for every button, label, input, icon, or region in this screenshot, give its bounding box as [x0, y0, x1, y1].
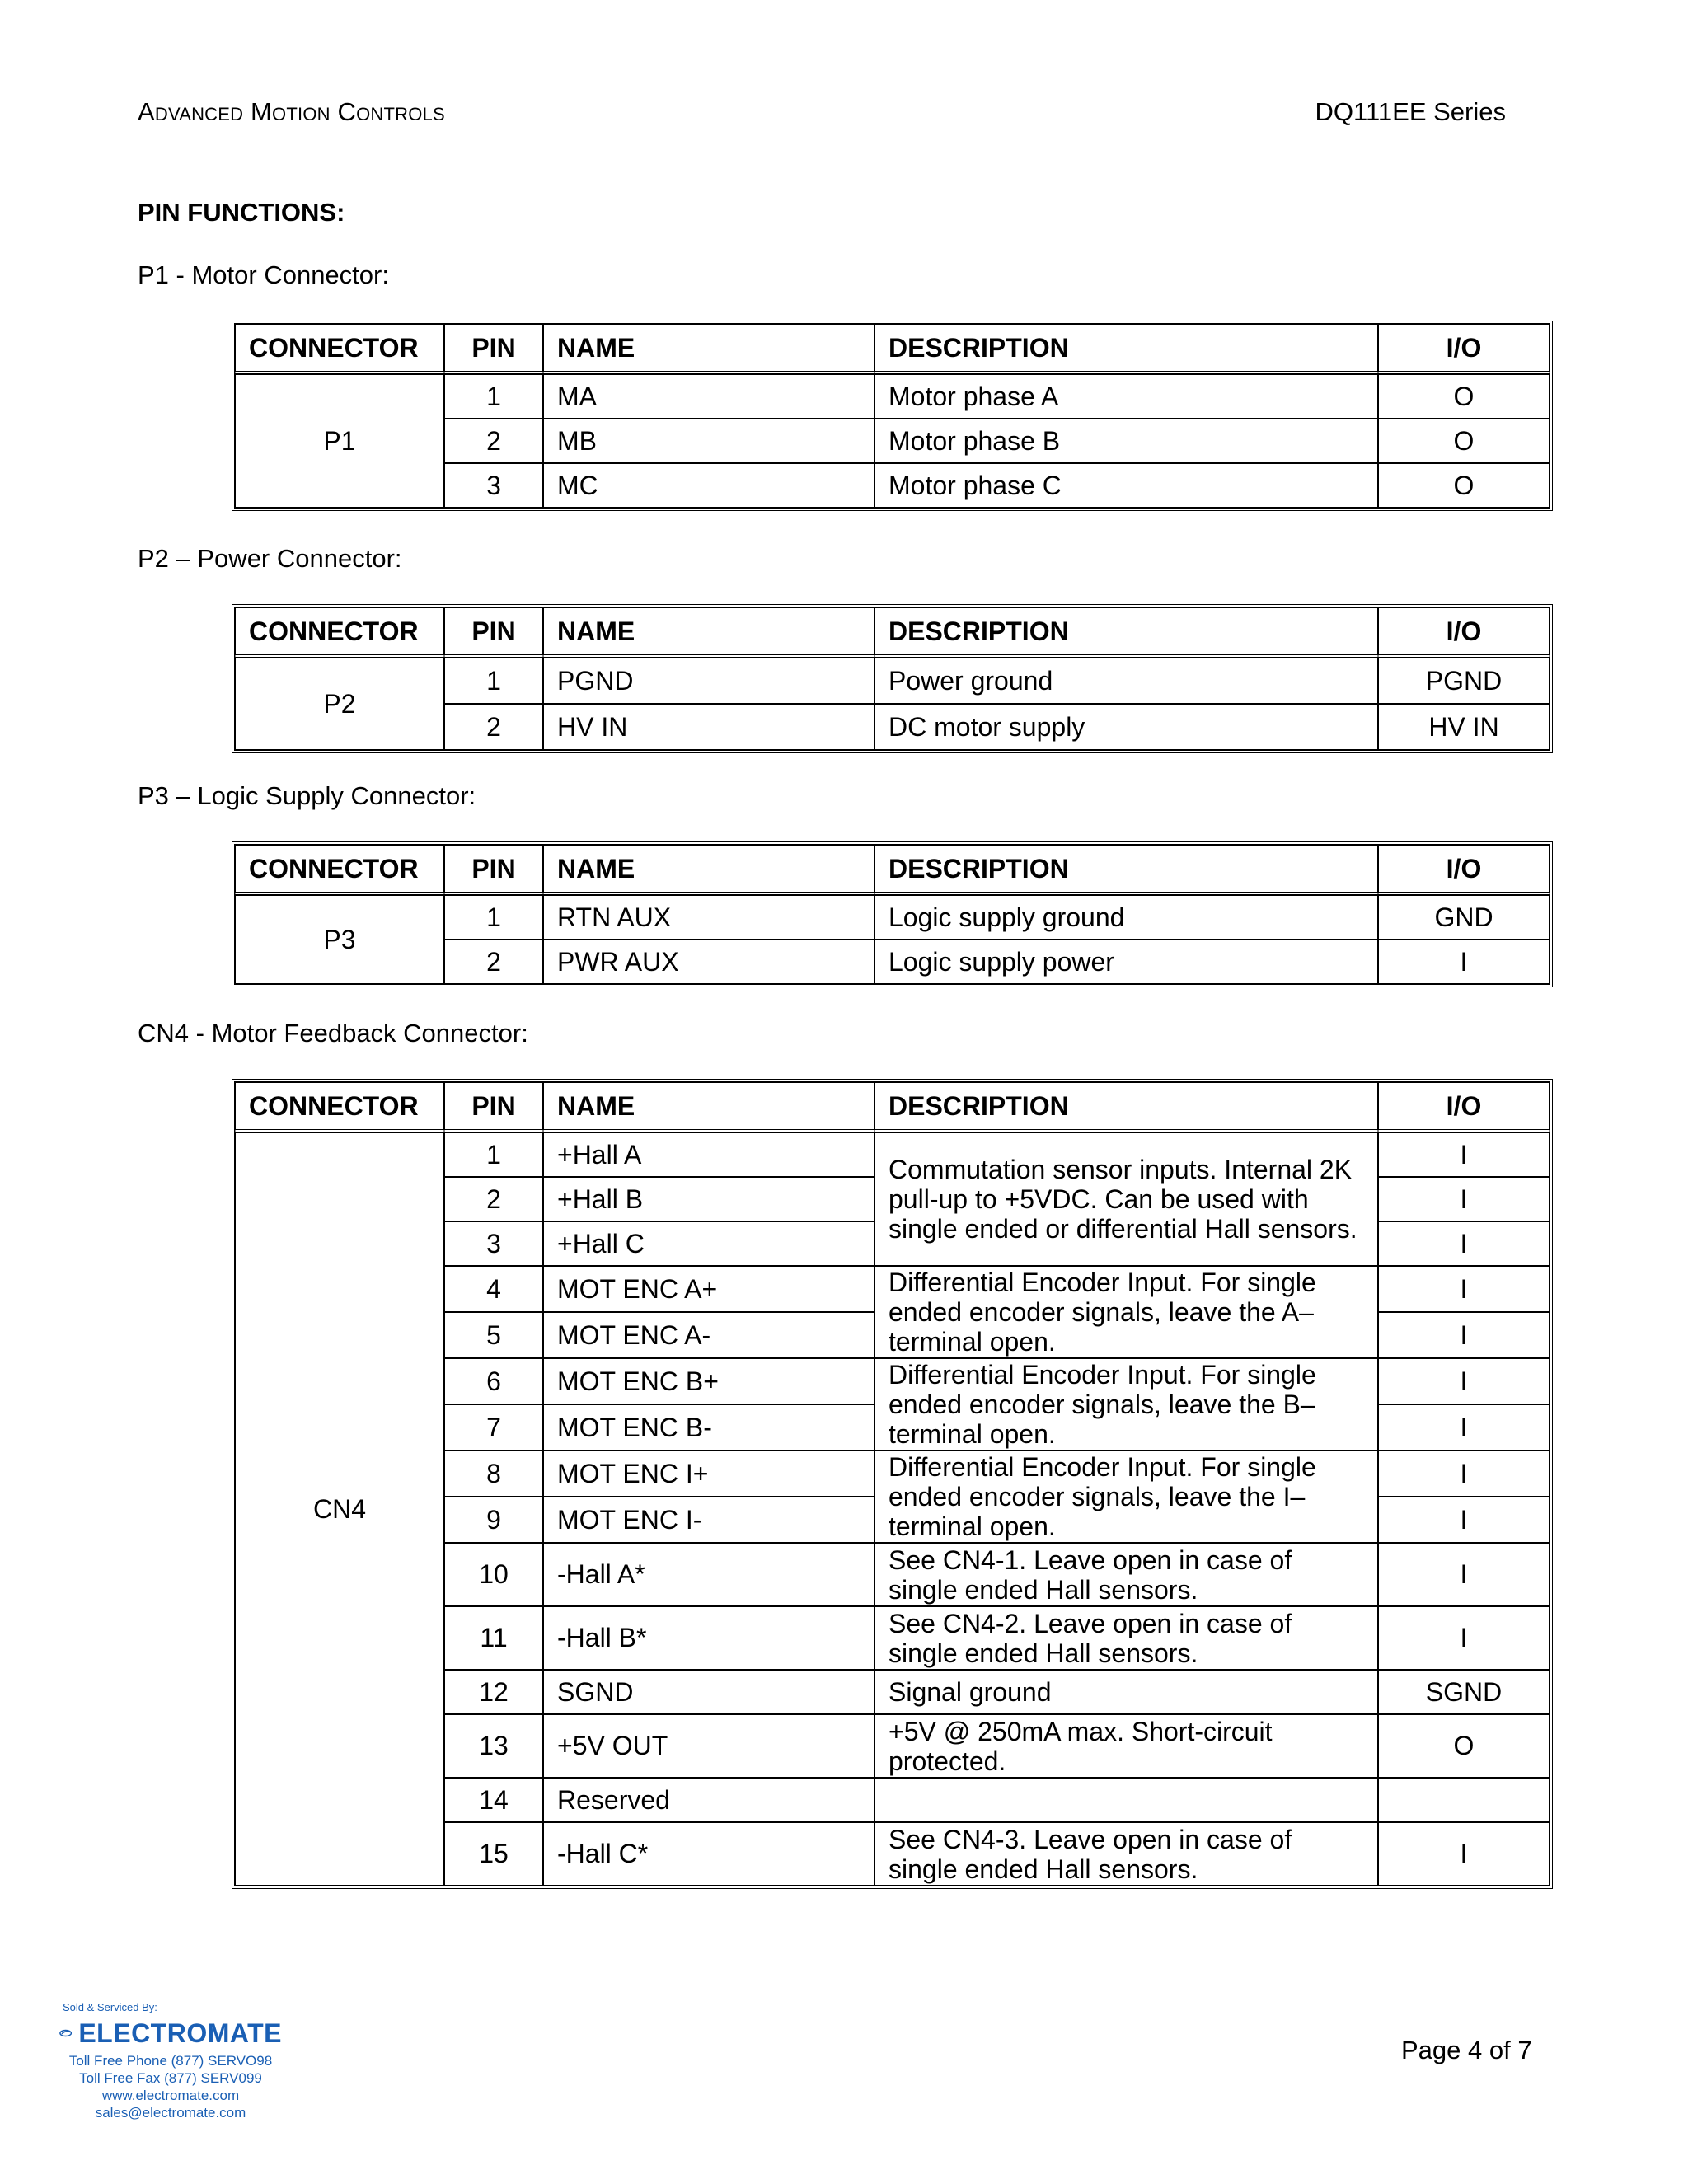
name-cell: -Hall B*	[543, 1606, 874, 1670]
table-row	[235, 895, 1550, 940]
io-cell: GND	[1378, 895, 1550, 940]
description-cell: Signal ground	[874, 1670, 1378, 1714]
col-connector: CONNECTOR	[235, 845, 444, 895]
pin-cell: 2	[444, 1177, 543, 1221]
website-link[interactable]: www.electromate.com	[101, 2088, 240, 2103]
col-io: I/O	[1378, 1082, 1550, 1132]
product-series: DQ111EE Series	[1315, 97, 1506, 126]
pin-cell: 4	[444, 1266, 543, 1312]
electromate-swoosh-icon	[59, 2019, 72, 2047]
pin-cell: 3	[444, 463, 543, 508]
name-cell: -Hall C*	[543, 1822, 874, 1886]
description-cell: DC motor supply	[874, 704, 1378, 750]
io-cell: O	[1378, 374, 1550, 419]
pin-cell: 2	[444, 704, 543, 750]
col-connector: CONNECTOR	[235, 324, 444, 374]
io-cell: HV IN	[1378, 704, 1550, 750]
table-row	[235, 1132, 1550, 1177]
distributor-name: ELECTROMATE	[78, 2018, 282, 2048]
name-cell: MOT ENC B+	[543, 1358, 874, 1404]
description-cell: See CN4-3. Leave open in case of single ended Hall sensors.	[874, 1822, 1378, 1886]
col-name: NAME	[543, 607, 874, 658]
io-cell: PGND	[1378, 658, 1550, 704]
pin-cell: 13	[444, 1714, 543, 1778]
pin-cell: 7	[444, 1404, 543, 1451]
io-cell: I	[1378, 1312, 1550, 1358]
name-cell: PWR AUX	[543, 940, 874, 984]
col-connector: CONNECTOR	[235, 1082, 444, 1132]
description-cell: Differential Encoder Input. For single ended encoder signals, leave the I– terminal open.	[874, 1451, 1378, 1543]
connector-cell: P3	[235, 895, 444, 984]
pin-cell: 10	[444, 1543, 543, 1606]
col-pin: PIN	[444, 324, 543, 374]
name-cell: RTN AUX	[543, 895, 874, 940]
cn4-title: CN4 - Motor Feedback Connector:	[138, 1019, 528, 1047]
col-io: I/O	[1378, 845, 1550, 895]
pin-cell: 6	[444, 1358, 543, 1404]
io-cell: I	[1378, 1543, 1550, 1606]
p2-table	[232, 604, 1553, 753]
pin-cell: 14	[444, 1778, 543, 1822]
name-cell: MOT ENC I+	[543, 1451, 874, 1497]
col-io: I/O	[1378, 607, 1550, 658]
col-description: DESCRIPTION	[874, 607, 1378, 658]
pin-cell: 5	[444, 1312, 543, 1358]
sold-by-label: Sold & Serviced By:	[63, 2001, 157, 2013]
distributor-block	[59, 1999, 282, 2121]
name-cell: SGND	[543, 1670, 874, 1714]
name-cell: Reserved	[543, 1778, 874, 1822]
description-cell	[874, 1778, 1378, 1822]
name-cell: +Hall B	[543, 1177, 874, 1221]
io-cell: I	[1378, 1606, 1550, 1670]
distributor-logo	[59, 2019, 282, 2047]
p2-title: P2 – Power Connector:	[138, 544, 402, 573]
col-pin: PIN	[444, 845, 543, 895]
io-cell: O	[1378, 419, 1550, 463]
description-cell: Motor phase A	[874, 374, 1378, 419]
p1-title: P1 - Motor Connector:	[138, 260, 389, 289]
table-header-row	[235, 845, 1550, 895]
io-cell: I	[1378, 1404, 1550, 1451]
email-link[interactable]: sales@electromate.com	[95, 2105, 246, 2121]
description-cell: Logic supply power	[874, 940, 1378, 984]
description-cell: Logic supply ground	[874, 895, 1378, 940]
pin-cell: 1	[444, 658, 543, 704]
pin-cell: 1	[444, 1132, 543, 1177]
description-cell: Motor phase B	[874, 419, 1378, 463]
table-row	[235, 658, 1550, 704]
pin-cell: 11	[444, 1606, 543, 1670]
io-cell: I	[1378, 1451, 1550, 1497]
description-cell: +5V @ 250mA max. Short-circuit protected.	[874, 1714, 1378, 1778]
name-cell: +Hall A	[543, 1132, 874, 1177]
connector-cell: P1	[235, 374, 444, 508]
pin-cell: 2	[444, 940, 543, 984]
pin-cell: 2	[444, 419, 543, 463]
connector-cell: P2	[235, 658, 444, 750]
name-cell: MOT ENC I-	[543, 1497, 874, 1543]
table-header-row	[235, 607, 1550, 658]
name-cell: MC	[543, 463, 874, 508]
col-description: DESCRIPTION	[874, 324, 1378, 374]
name-cell: MA	[543, 374, 874, 419]
io-cell: I	[1378, 1266, 1550, 1312]
col-pin: PIN	[444, 1082, 543, 1132]
description-cell: Commutation sensor inputs. Internal 2K pull-up to +5VDC. Can be used with single ended or differential Hall sensors.	[874, 1132, 1378, 1266]
pin-cell: 3	[444, 1221, 543, 1266]
description-cell: Motor phase C	[874, 463, 1378, 508]
pin-cell: 15	[444, 1822, 543, 1886]
col-description: DESCRIPTION	[874, 1082, 1378, 1132]
pin-cell: 1	[444, 895, 543, 940]
table-header-row	[235, 324, 1550, 374]
section-title: PIN FUNCTIONS:	[138, 198, 345, 227]
col-name: NAME	[543, 1082, 874, 1132]
io-cell: I	[1378, 1132, 1550, 1177]
table-row	[235, 374, 1550, 419]
io-cell: I	[1378, 1822, 1550, 1886]
cn4-table	[232, 1079, 1553, 1889]
description-cell: See CN4-1. Leave open in case of single ended Hall sensors.	[874, 1543, 1378, 1606]
name-cell: MOT ENC A+	[543, 1266, 874, 1312]
io-cell: I	[1378, 1177, 1550, 1221]
io-cell: I	[1378, 940, 1550, 984]
name-cell: PGND	[543, 658, 874, 704]
description-cell: Differential Encoder Input. For single ended encoder signals, leave the B– terminal open.	[874, 1358, 1378, 1451]
description-cell: See CN4-2. Leave open in case of single ended Hall sensors.	[874, 1606, 1378, 1670]
col-pin: PIN	[444, 607, 543, 658]
pin-cell: 12	[444, 1670, 543, 1714]
toll-free-fax: Toll Free Fax (877) SERV099	[79, 2070, 262, 2086]
col-name: NAME	[543, 845, 874, 895]
name-cell: HV IN	[543, 704, 874, 750]
pin-cell: 1	[444, 374, 543, 419]
name-cell: MOT ENC B-	[543, 1404, 874, 1451]
page-number: Page 4 of 7	[1401, 2036, 1532, 2064]
name-cell: MB	[543, 419, 874, 463]
description-cell: Differential Encoder Input. For single ended encoder signals, leave the A– terminal open.	[874, 1266, 1378, 1358]
io-cell: I	[1378, 1358, 1550, 1404]
io-cell: SGND	[1378, 1670, 1550, 1714]
p3-title: P3 – Logic Supply Connector:	[138, 781, 476, 810]
io-cell: I	[1378, 1497, 1550, 1543]
toll-free-phone: Toll Free Phone (877) SERVO98	[68, 2053, 273, 2069]
col-name: NAME	[543, 324, 874, 374]
company-name: Advanced Motion Controls	[138, 97, 445, 126]
name-cell: MOT ENC A-	[543, 1312, 874, 1358]
col-description: DESCRIPTION	[874, 845, 1378, 895]
col-io: I/O	[1378, 324, 1550, 374]
pin-cell: 9	[444, 1497, 543, 1543]
pin-cell: 8	[444, 1451, 543, 1497]
table-header-row	[235, 1082, 1550, 1132]
p3-table	[232, 841, 1553, 987]
io-cell: I	[1378, 1221, 1550, 1266]
description-cell: Power ground	[874, 658, 1378, 704]
p1-table	[232, 321, 1553, 511]
col-connector: CONNECTOR	[235, 607, 444, 658]
connector-cell: CN4	[235, 1132, 444, 1886]
name-cell: +5V OUT	[543, 1714, 874, 1778]
name-cell: -Hall A*	[543, 1543, 874, 1606]
io-cell	[1378, 1778, 1550, 1822]
io-cell: O	[1378, 463, 1550, 508]
io-cell: O	[1378, 1714, 1550, 1778]
name-cell: +Hall C	[543, 1221, 874, 1266]
